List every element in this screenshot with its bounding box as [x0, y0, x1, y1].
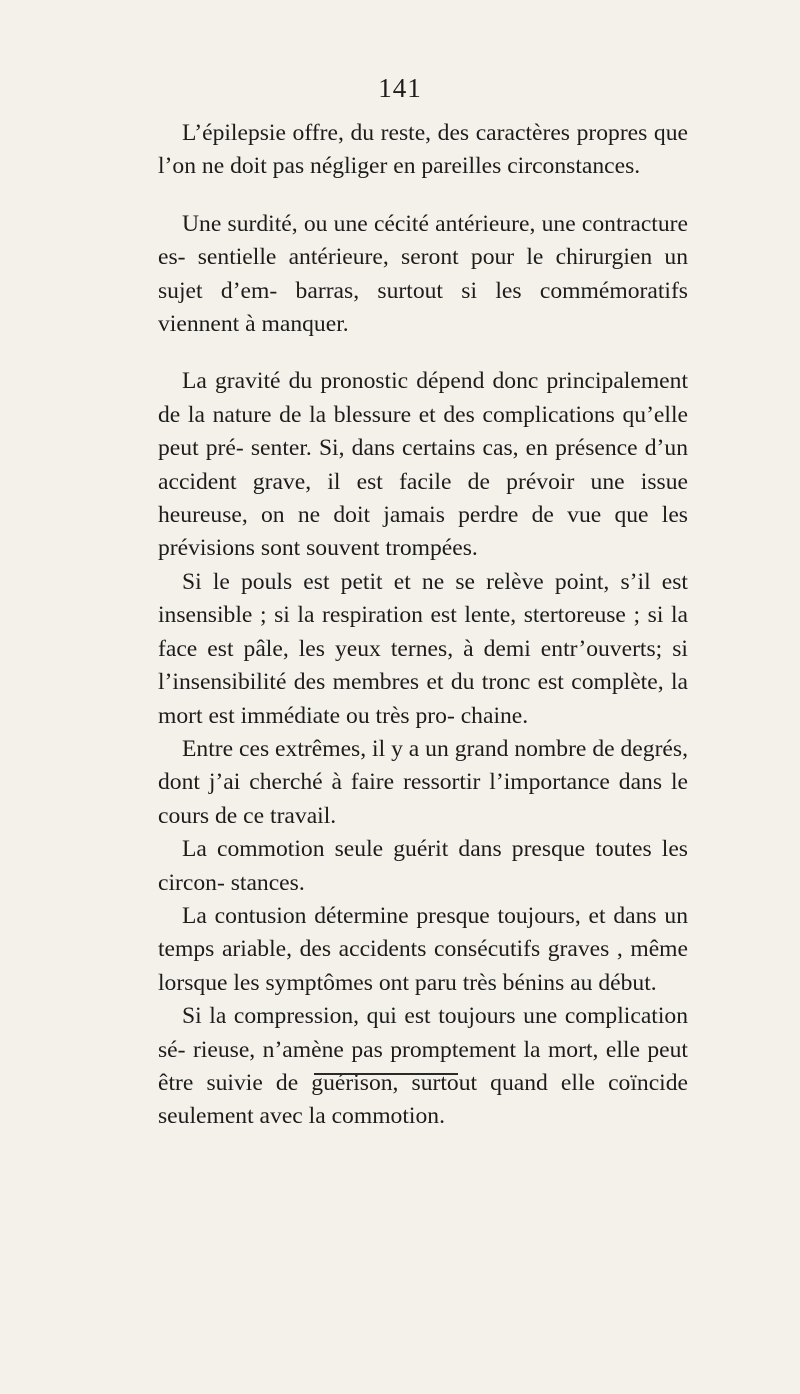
paragraph-epilepsie: L’épilepsie offre, du reste, des caractères propres que l’on ne doit pas négliger en pareilles circonstances. — [158, 120, 688, 180]
paragraph-gravite: La gravité du pronostic dépend donc principalement de la nature de la blessure et des complications qu’elle peut pré- senter. Si, dans certains cas, en présence d’un accident grave, il est facile de prévoir une issue heureuse, on ne doit jamais perdre de vue que les prévisions sont souvent trompées. — [158, 368, 688, 562]
paragraph-commotion: La commotion seule guérit dans presque toutes les circon- stances. — [158, 836, 688, 896]
page-number: 141 — [378, 73, 422, 103]
body-text — [158, 117, 688, 1134]
paragraph-surdite: Une surdité, ou une cécité antérieure, une contracture es- sentielle antérieure, seront pour le chirurgien un sujet d’em- barras, surtout si les commémoratifs viennent à manquer. — [158, 210, 688, 338]
section-end-rule — [314, 1073, 458, 1075]
paragraph-extremes: Entre ces extrêmes, il y a un grand nombre de degrés, dont j’ai cherché à faire ressortir l’importance dans le cours de ce travail. — [158, 735, 688, 829]
paragraph-pouls: Si le pouls est petit et ne se relève point, s’il est insensible ; si la respiration est lente, stertoreuse ; si la face est pâle, les yeux ternes, à demi entr’ouverts; si l’insensibilité des membres et du tronc est complète, la mort est immédiate ou très pro- chaine. — [158, 568, 688, 729]
paragraph-contusion: La contusion détermine presque toujours, et dans un temps ariable, des accidents consécutifs graves , même lorsque les symptômes ont paru très bénins au début. — [158, 902, 688, 996]
paragraph-compression: Si la compression, qui est toujours une complication sé- rieuse, n’amène pas promptement la mort, elle peut être suivie de guérison, surtout quand elle coïncide seulement avec la commotion. — [158, 1003, 688, 1130]
